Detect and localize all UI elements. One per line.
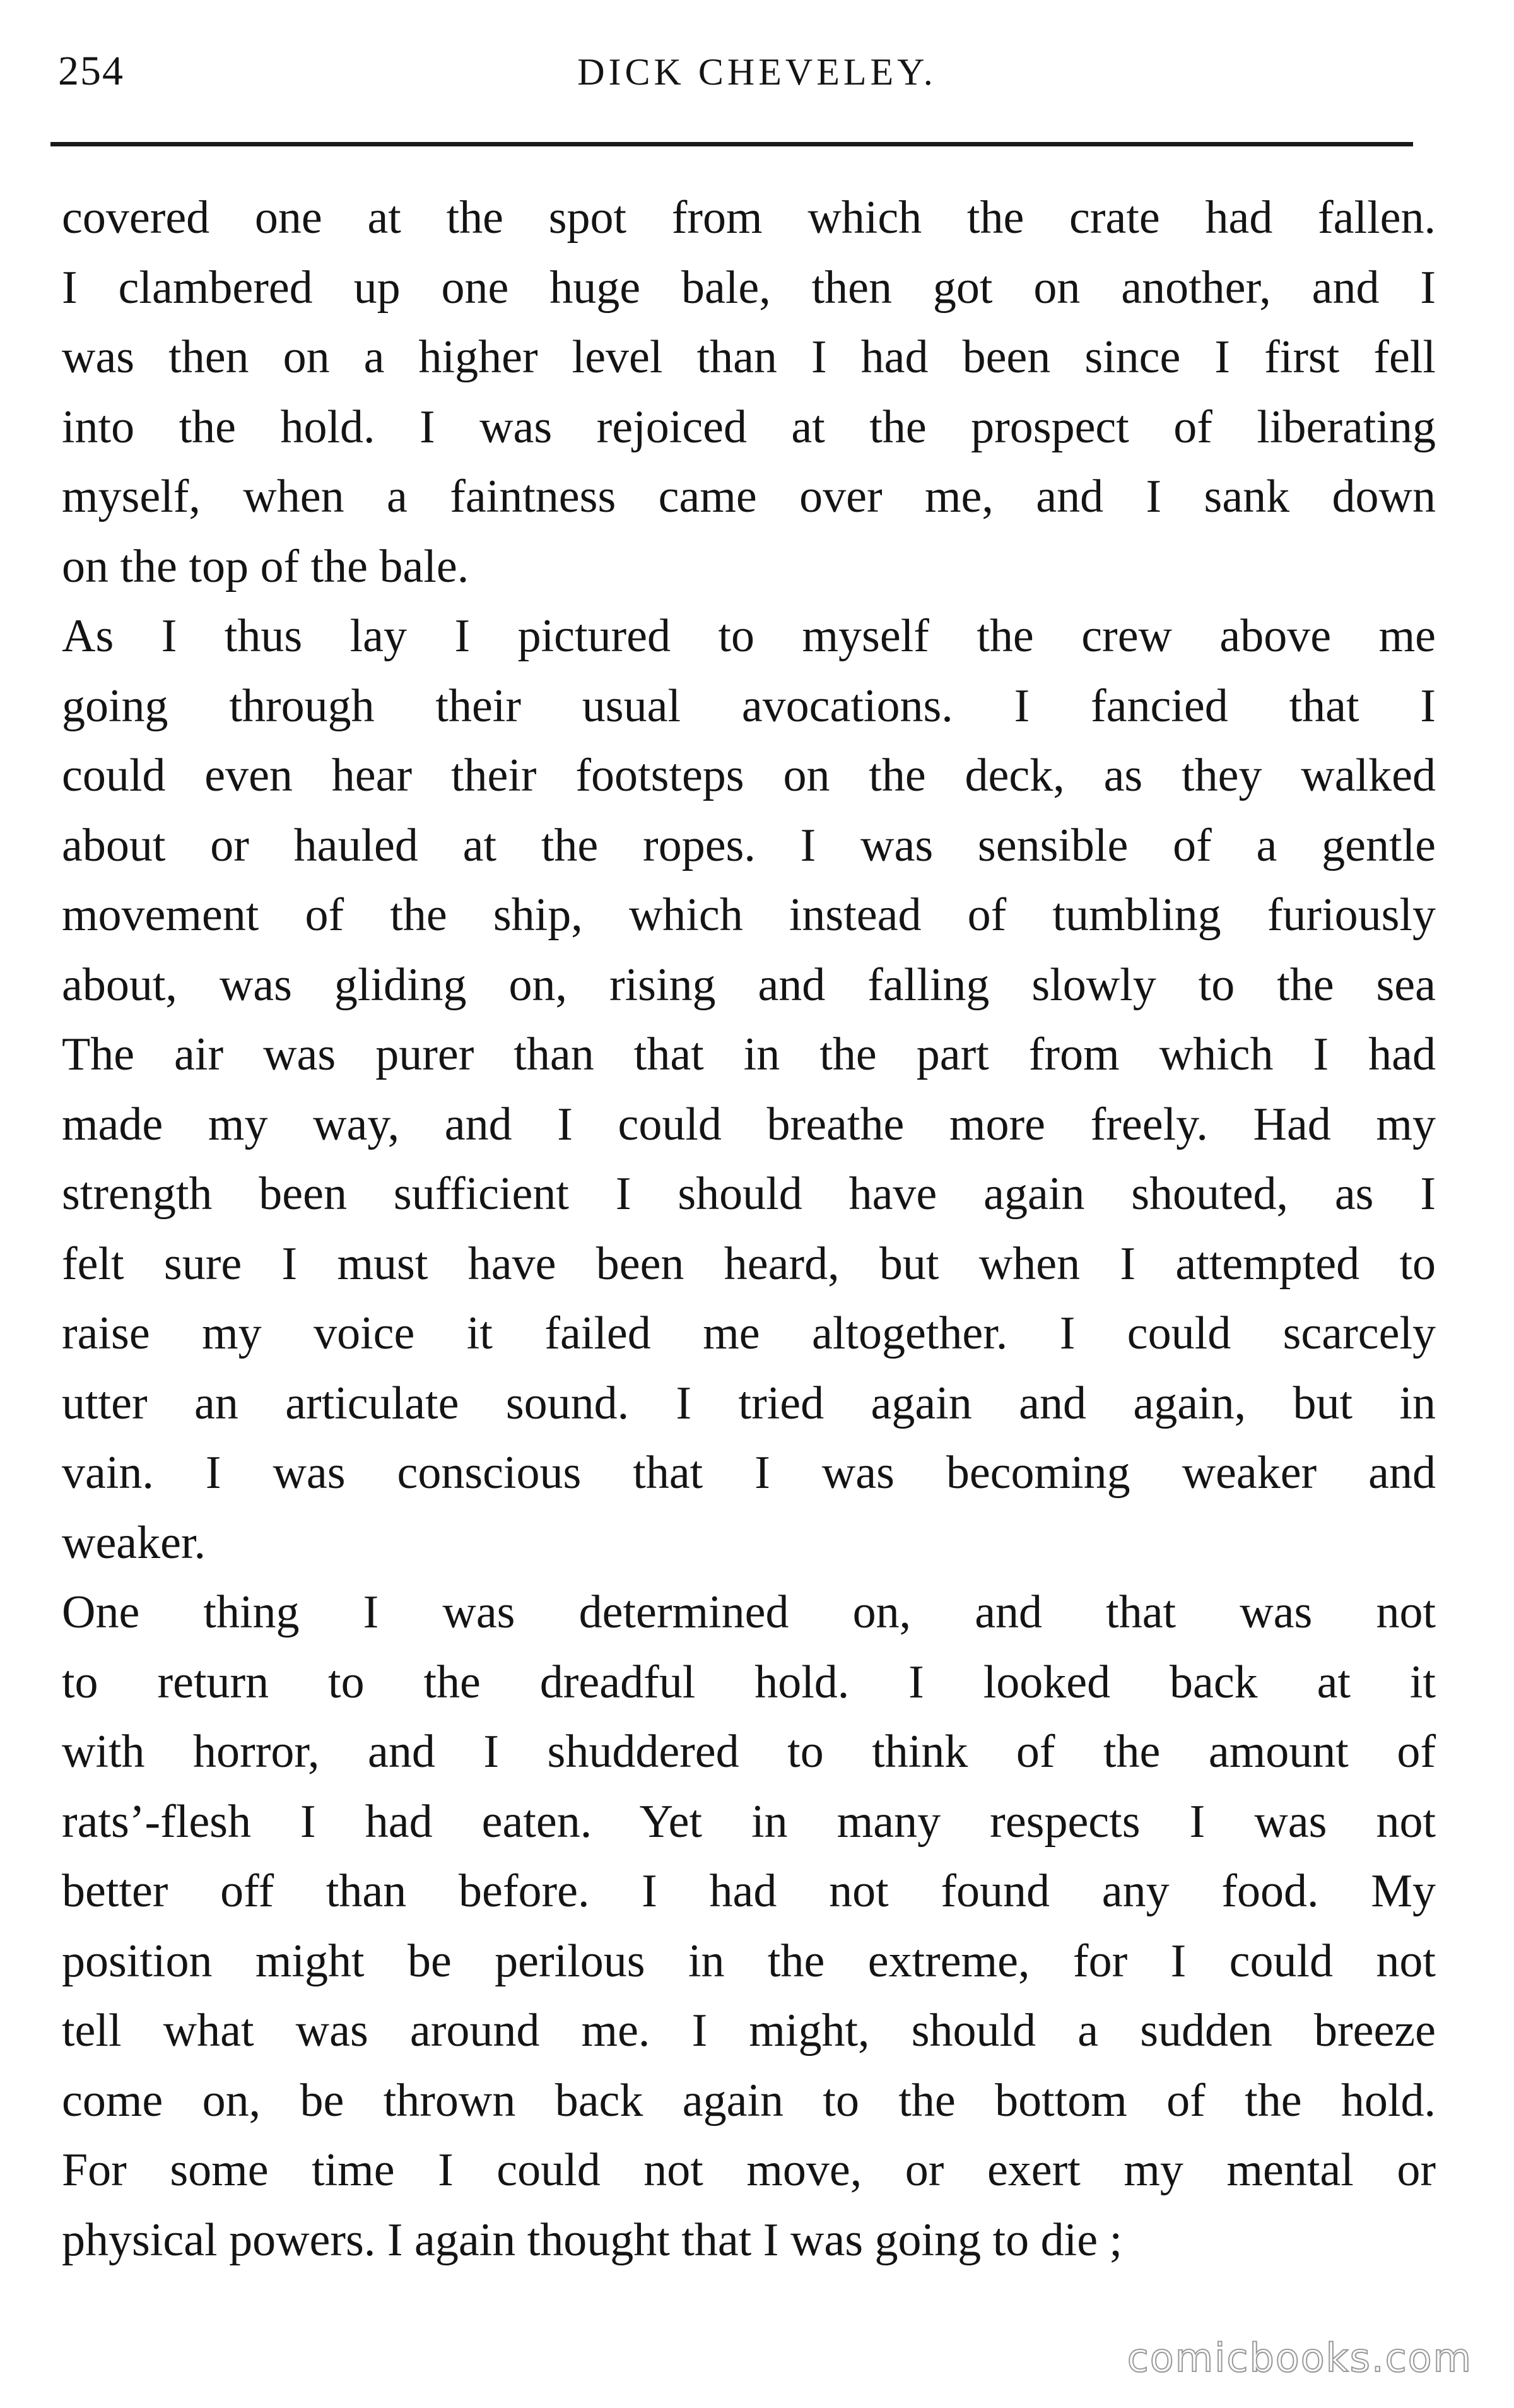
text-line: physical powers. I again thought that I was going to die ; (62, 2214, 1123, 2266)
text-line: about or hauled at the ropes. I was sensible of a gentle (62, 819, 1436, 871)
text-line: strength been sufficient I should have again shouted, as I (62, 1168, 1436, 1220)
text-line: covered one at the spot from which the crate had fallen. (62, 192, 1436, 244)
text-line: movement of the ship, which instead of tumbling furiously (62, 889, 1436, 941)
text-line: vain. I was conscious that I was becoming weaker and (62, 1447, 1436, 1499)
text-line: rats’-flesh I had eaten. Yet in many respects I was not (62, 1795, 1436, 1848)
text-line: better off than before. I had not found any food. My (62, 1865, 1436, 1917)
text-line: come on, be thrown back again to the bottom of the hold. (62, 2074, 1436, 2127)
text-line: could even hear their footsteps on the deck, as they walked (62, 750, 1436, 801)
header-rule (50, 142, 1413, 146)
text-line: to return to the dreadful hold. I looked back at it (62, 1656, 1436, 1708)
text-line: going through their usual avocations. I fancied that I (62, 680, 1436, 732)
paragraph (62, 183, 1436, 601)
text-line: weaker. (62, 1516, 206, 1569)
page-number: 254 (58, 48, 124, 94)
text-line: I clambered up one huge bale, then got on another, and I (62, 261, 1436, 314)
text-line: into the hold. I was rejoiced at the prospect of liberating (62, 401, 1436, 453)
text-line: raise my voice it failed me altogether. I could scarcely (62, 1307, 1436, 1359)
text-line: myself, when a faintness came over me, and I sank down (62, 471, 1436, 522)
text-line: position might be perilous in the extreme, for I could not (62, 1935, 1436, 1987)
text-line: As I thus lay I pictured to myself the crew above me (62, 610, 1436, 662)
body-text (62, 183, 1436, 2275)
text-line: One thing I was determined on, and that was not (62, 1586, 1436, 1638)
text-line: The air was purer than that in the part from which I had (62, 1029, 1436, 1080)
text-line: made my way, and I could breathe more freely. Had my (62, 1098, 1436, 1150)
running-head-title: DICK CHEVELEY. (577, 51, 937, 93)
text-line: on the top of the bale. (62, 540, 469, 593)
text-line: about, was gliding on, rising and falling slowly to the sea (62, 959, 1436, 1011)
text-line: For some time I could not move, or exert my mental or (62, 2144, 1436, 2196)
text-line: was then on a higher level than I had been since I first fell (62, 331, 1436, 383)
paragraph (62, 601, 1436, 1578)
text-line: with horror, and I shuddered to think of the amount of (62, 1726, 1436, 1778)
paragraph (62, 1578, 1436, 2275)
text-line: tell what was around me. I might, should a sudden breeze (62, 2005, 1436, 2057)
text-line: utter an articulate sound. I tried again and again, but in (62, 1377, 1436, 1429)
text-line: felt sure I must have been heard, but when I attempted to (62, 1237, 1436, 1290)
watermark-logo: comicbooks.com (1127, 2335, 1472, 2381)
